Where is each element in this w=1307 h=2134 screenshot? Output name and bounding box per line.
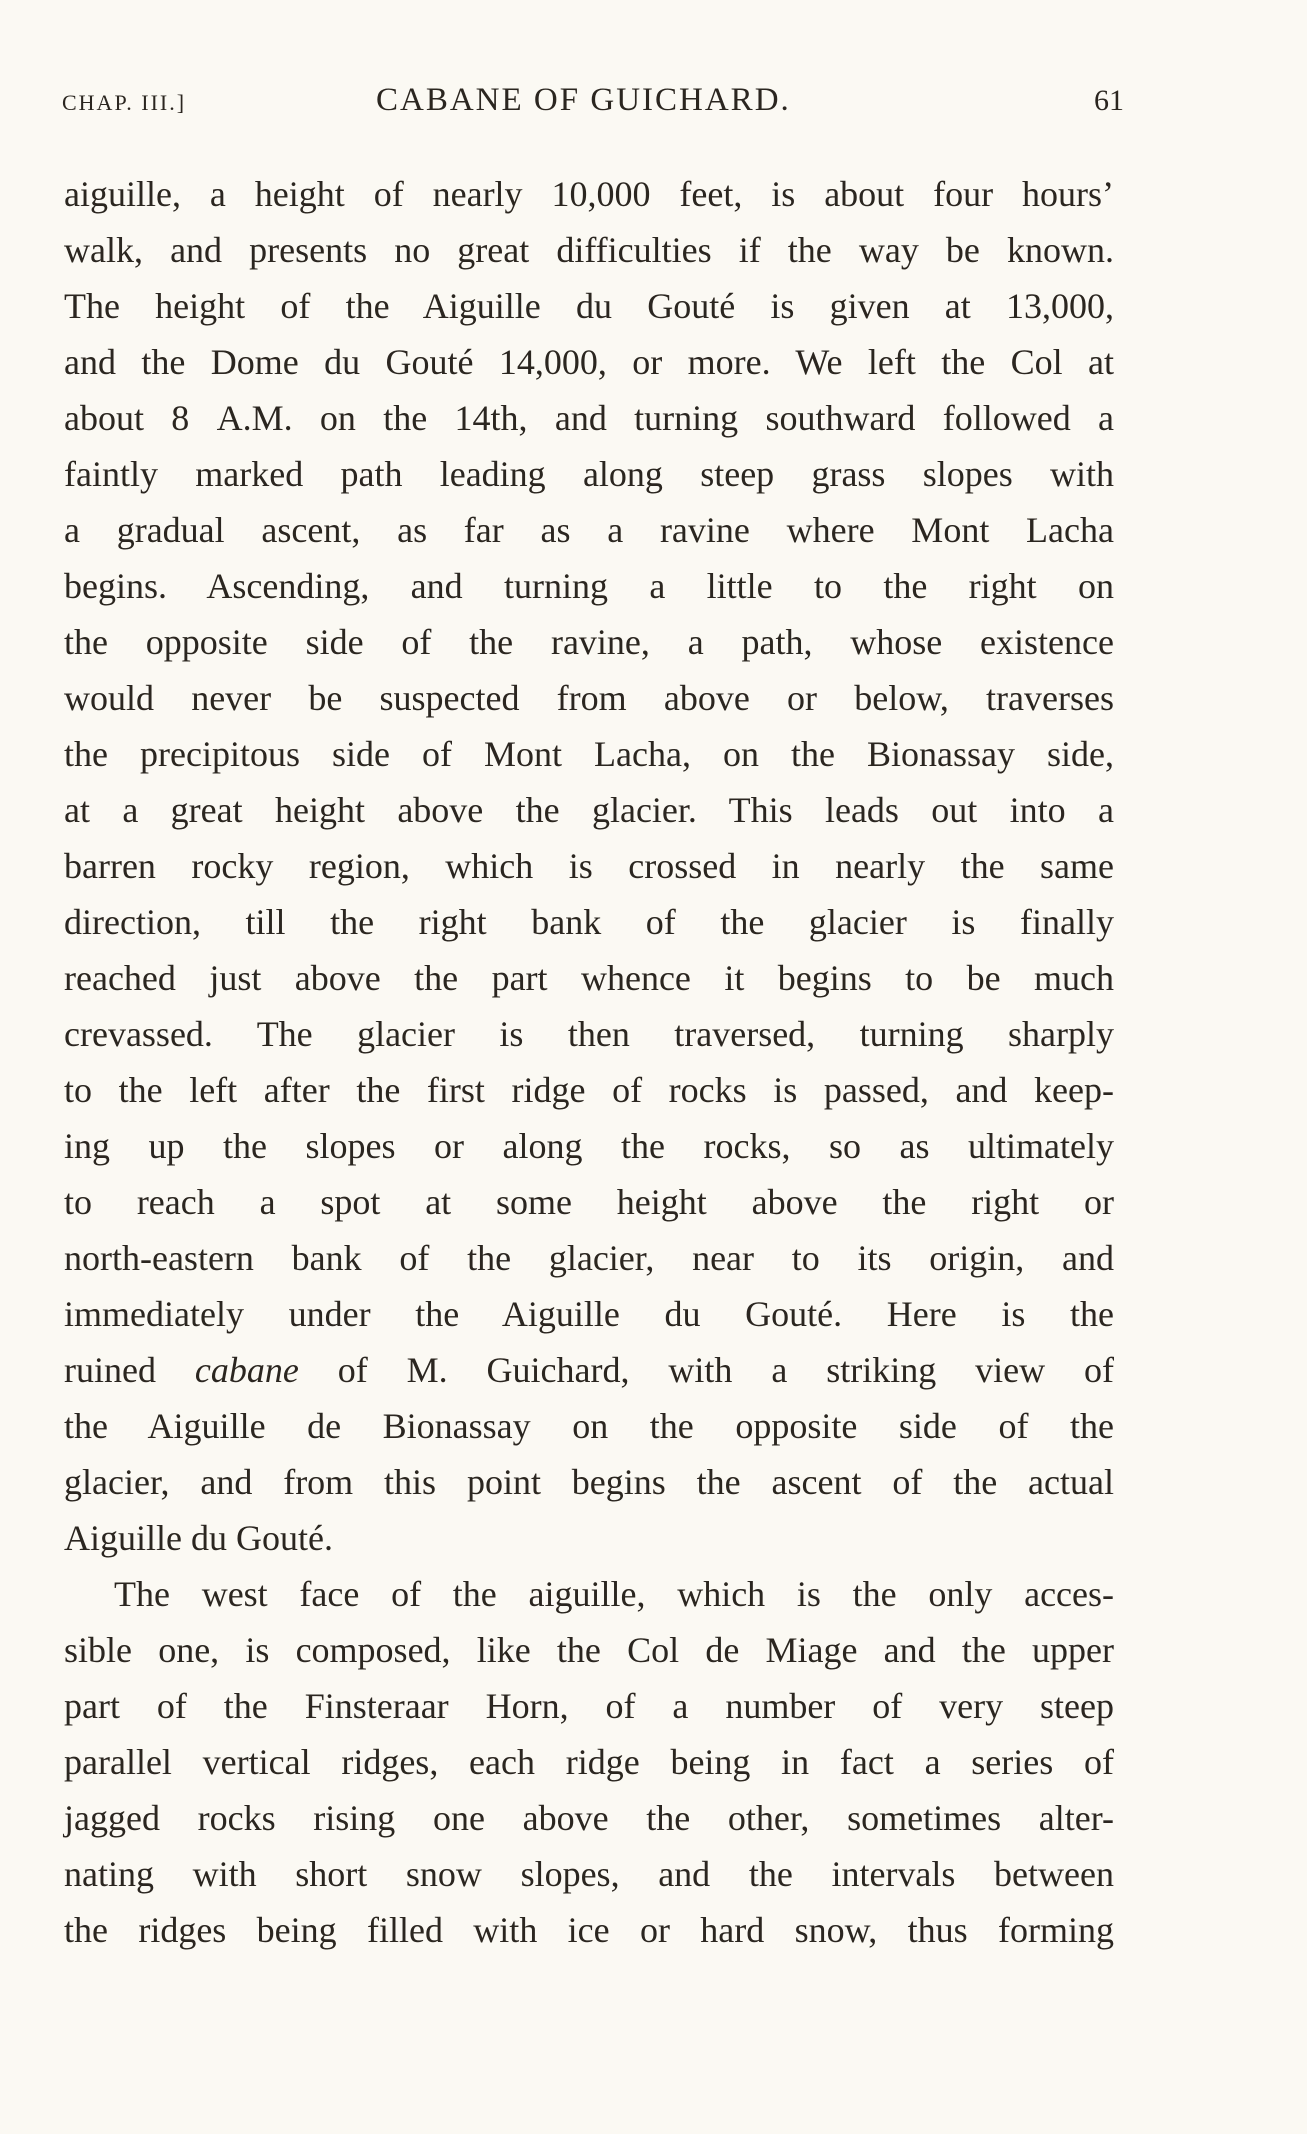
text-line: to reach a spot at some height above the right or — [64, 1182, 1114, 1222]
text-line: ing up the slopes or along the rocks, so as ultimately — [64, 1126, 1114, 1166]
text-line: parallel vertical ridges, each ridge being in fact a series of — [64, 1742, 1114, 1782]
text-line: the ridges being filled with ice or hard snow, thus forming — [64, 1910, 1114, 1950]
text-line: part of the Finsteraar Horn, of a number of very steep — [64, 1686, 1114, 1726]
text-line: The west face of the aiguille, which is the only acces- — [114, 1574, 1114, 1614]
text-line: nating with short snow slopes, and the intervals between — [64, 1854, 1114, 1894]
text-segment: on the 14th, and turning southward followed a — [292, 398, 1114, 438]
text-line: faintly marked path leading along steep grass slopes with — [64, 454, 1114, 494]
text-line: begins. Ascending, and turning a little to the right on — [64, 566, 1114, 606]
text-line: the opposite side of the ravine, a path, whose existence — [64, 622, 1114, 662]
page-title: CABANE OF GUICHARD. — [376, 82, 791, 118]
running-head — [62, 82, 1124, 122]
text-line: a gradual ascent, as far as a ravine where Mont Lacha — [64, 510, 1114, 550]
text-line: and the Dome du Gouté 14,000, or more. We left the Col at — [64, 342, 1114, 382]
italic-word: cabane — [194, 1350, 299, 1390]
text-segment: of M. Guichard, with a striking view of — [298, 1350, 1114, 1390]
page-number: 61 — [1094, 84, 1124, 117]
text-line: at a great height above the glacier. This leads out into a — [64, 790, 1114, 830]
text-line: the precipitous side of Mont Lacha, on the Bionassay side, — [64, 734, 1114, 774]
text-line: would never be suspected from above or below, traverses — [64, 678, 1114, 718]
text-line: direction, till the right bank of the glacier is finally — [64, 902, 1114, 942]
small-caps-time: A.M. — [216, 398, 293, 438]
text-segment: ruined — [64, 1350, 195, 1390]
text-line: Aiguille du Gouté. — [64, 1518, 333, 1558]
text-line — [64, 1342, 1114, 1398]
text-line: immediately under the Aiguille du Gouté. Here is the — [64, 1294, 1114, 1334]
text-line: crevassed. The glacier is then traversed, turning sharply — [64, 1014, 1114, 1054]
text-line — [64, 390, 1114, 446]
text-line: north-eastern bank of the glacier, near to its origin, and — [64, 1238, 1114, 1278]
text-line: The height of the Aiguille du Gouté is given at 13,000, — [64, 286, 1114, 326]
text-line: jagged rocks rising one above the other, sometimes alter- — [64, 1798, 1114, 1838]
text-line: barren rocky region, which is crossed in nearly the same — [64, 846, 1114, 886]
text-line: the Aiguille de Bionassay on the opposite side of the — [64, 1406, 1114, 1446]
text-segment: about 8 — [64, 398, 217, 438]
text-line: reached just above the part whence it begins to be much — [64, 958, 1114, 998]
body-text — [64, 166, 1114, 1958]
chapter-label: CHAP. III.] — [62, 90, 187, 115]
text-line: to the left after the first ridge of rocks is passed, and keep- — [64, 1070, 1114, 1110]
text-line: glacier, and from this point begins the ascent of the actual — [64, 1462, 1114, 1502]
text-line: walk, and presents no great difficulties if the way be known. — [64, 230, 1114, 270]
text-line: aiguille, a height of nearly 10,000 feet, is about four hours’ — [64, 174, 1114, 214]
text-line: sible one, is composed, like the Col de Miage and the upper — [64, 1630, 1114, 1670]
